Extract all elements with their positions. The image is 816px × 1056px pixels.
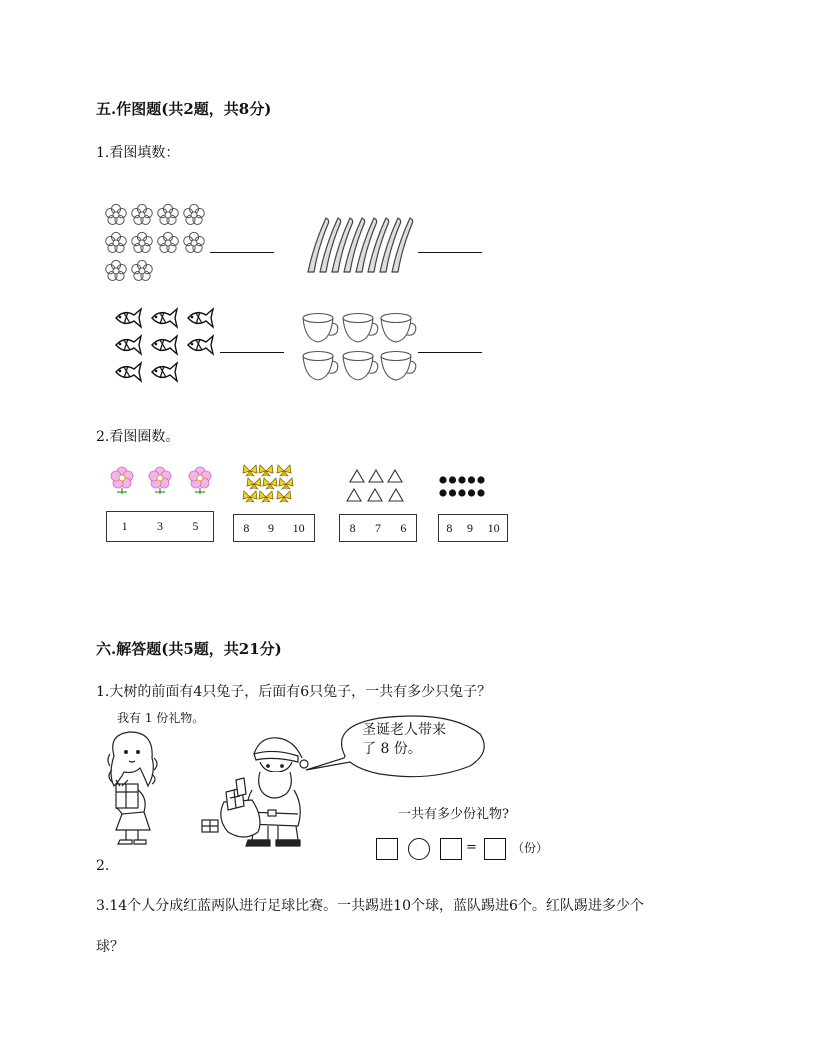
choice-number[interactable]: 10 [292,520,305,535]
fish-icon [188,336,213,354]
flower-icon [106,204,127,224]
butterfly-icon [243,465,257,476]
section-5-title: 五.作图题(共2题，共8分) [96,100,272,118]
dot-icon [477,476,484,483]
butterfly-icon [247,478,261,489]
flower-icon [111,467,133,494]
section-6-title: 六.解答题(共5题，共21分) [96,640,282,658]
fish-icon [152,336,177,354]
triangles-picture [344,468,406,508]
equation-box-1[interactable] [376,838,398,860]
flower-icon [149,467,171,494]
butterfly-icon [259,465,273,476]
flower-icon [184,204,205,224]
girl-illustration [104,728,162,848]
cup-icon [303,352,338,381]
number-box-butterflies [233,514,315,542]
flower-icon [184,232,205,252]
butterflies-picture [240,463,298,505]
gift-question-text: 一共有多少份礼物? [398,807,509,822]
fish-icon [116,363,141,381]
dot-icon [449,476,456,483]
dot-icon [439,476,446,483]
choice-number[interactable]: 9 [466,520,473,535]
santa-speech-text [362,721,446,759]
choice-number[interactable]: 5 [192,519,199,533]
triangle-icon [368,489,382,501]
dot-icon [477,489,484,496]
flower-icon [158,232,179,252]
choice-number[interactable]: 9 [267,520,274,535]
answer-blank-flowers[interactable] [210,252,274,253]
question-6-3-line-1: 3.14个人分成红蓝两队进行足球比赛。一共踢进10个球，蓝队踢进6个。红队踢进多少个 [96,898,644,914]
flower-icon [106,260,127,280]
dots-picture [438,474,492,500]
dot-icon [449,489,456,496]
butterfly-icon [277,465,291,476]
triangle-icon [369,470,383,482]
choice-number[interactable]: 3 [156,519,163,533]
girl-speech-text: 我有 1 份礼物。 [117,711,205,725]
choice-number[interactable]: 8 [243,520,250,535]
choice-number[interactable]: 8 [349,520,356,535]
flower-icon [132,260,153,280]
pea-pods-picture [304,214,416,276]
fish-icon [116,309,141,327]
equation-box-2[interactable] [440,838,462,860]
cups-picture [300,306,420,386]
triangle-icon [347,489,361,501]
choice-number[interactable]: 8 [446,520,453,535]
butterfly-icon [259,491,273,502]
triangle-icon [389,489,403,501]
flower-icon [106,232,127,252]
flower-icon [132,232,153,252]
choice-number[interactable]: 10 [487,520,500,535]
answer-blank-fish[interactable] [220,352,284,353]
flower-icon [158,204,179,224]
fish-icon [116,336,141,354]
equation-answer-box[interactable] [484,838,506,860]
fish-icon [152,363,177,381]
santa-speech-line-2: 了 8 份。 [362,741,422,757]
dot-icon [458,489,465,496]
question-6-2-number: 2. [96,858,110,874]
choice-number[interactable]: 1 [121,519,128,533]
flowers-picture [104,203,214,287]
santa-speech-line-1: 圣诞老人带来 [362,722,446,738]
santa-illustration [194,728,314,854]
number-box-flowers [106,511,214,542]
cup-icon [303,314,338,343]
cup-icon [381,314,416,343]
pink-flowers-picture [108,466,214,498]
answer-blank-pea-pods[interactable] [418,252,482,253]
dot-icon [458,476,465,483]
choice-number[interactable]: 6 [400,520,407,535]
butterfly-icon [277,491,291,502]
triangle-icon [388,470,402,482]
flower-icon [189,467,211,494]
number-box-triangles [339,514,417,542]
answer-blank-cups[interactable] [418,352,482,353]
question-6-3-line-2: 球？ [96,939,124,955]
triangle-icon [350,470,364,482]
choice-number[interactable]: 7 [374,520,381,535]
question-6-1-text: 1.大树的前面有4只兔子，后面有6只兔子，一共有多少只兔子？ [96,684,492,700]
fish-picture [114,306,220,386]
fish-icon [152,309,177,327]
flower-icon [132,204,153,224]
question-5-2-text: 2.看图圈数。 [96,429,180,445]
cup-icon [381,352,416,381]
equation-operator-circle[interactable] [408,838,430,860]
equals-sign: = [466,840,477,855]
dot-icon [439,489,446,496]
number-box-dots [438,514,508,542]
dot-icon [468,476,475,483]
butterfly-icon [279,478,293,489]
cup-icon [343,314,378,343]
unit-label: （份） [512,841,549,855]
butterfly-icon [243,491,257,502]
dot-icon [468,489,475,496]
cup-icon [343,352,378,381]
butterfly-icon [263,478,277,489]
fish-icon [188,309,213,327]
question-5-1-text: 1.看图填数： [96,145,180,161]
